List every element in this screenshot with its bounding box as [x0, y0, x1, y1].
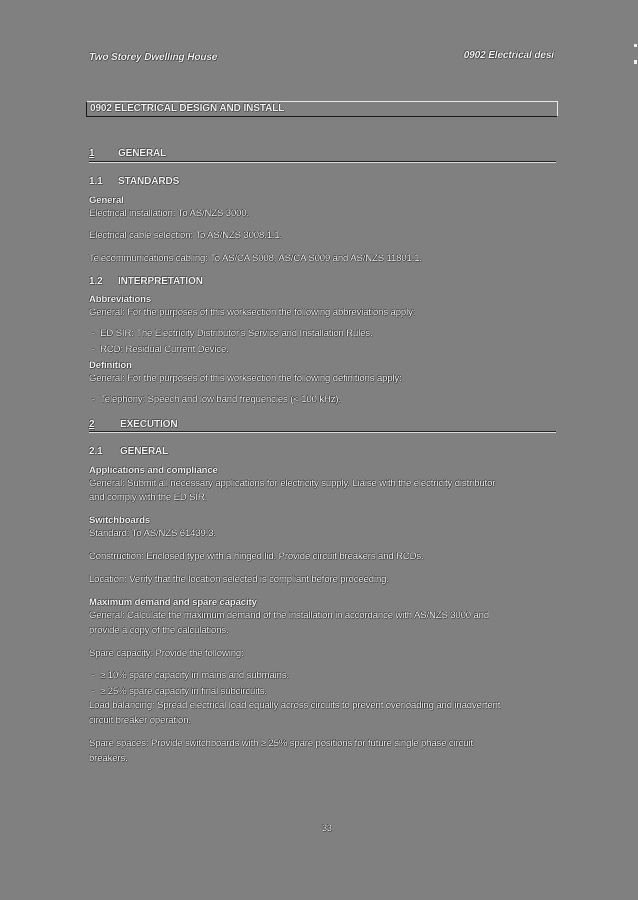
bullet-item: - ED SIR: The Electricity Distributor's Service and Installation Rules. [92, 328, 373, 339]
subsection-label: GENERAL [120, 446, 169, 457]
paragraph: circuit breaker operation. [89, 715, 191, 726]
paragraph: and comply with the ED SIR. [89, 492, 208, 503]
header-left: Two Storey Dwelling House [89, 52, 218, 63]
section-label: GENERAL [118, 148, 167, 159]
block-heading: Applications and compliance [89, 465, 218, 476]
section-rule [89, 431, 556, 433]
subsection-label: STANDARDS [118, 176, 180, 187]
page-number: 33 [322, 823, 332, 833]
subsection-label: INTERPRETATION [118, 276, 203, 287]
subsection-number: 2.1 [89, 446, 103, 457]
paragraph: Spare capacity: Provide the following: [89, 648, 244, 659]
edge-artifact [634, 44, 637, 47]
paragraph: Spare spaces: Provide switchboards with ≥ 25% spare positions for future single phase circuit [89, 738, 474, 749]
subsection-number: 1.2 [89, 276, 103, 287]
paragraph: General: Submit all necessary applications for electricity supply. Liaise with the electricity distributor [89, 478, 496, 489]
paragraph: breakers. [89, 753, 128, 764]
paragraph: Standard: To AS/NZS 61439.3. [89, 528, 216, 539]
header-right: 0902 Electrical desi [463, 50, 554, 61]
bullet-item: - ≥ 10% spare capacity in mains and submains. [92, 670, 290, 681]
paragraph: Load balancing: Spread electrical load equally across circuits to prevent overloading and inadvertent [89, 700, 501, 711]
bullet-item: - Telephony: Speech and low band frequencies (< 100 kHz). [92, 394, 342, 405]
bullet-item: - ≥ 25% spare capacity in final subcircuits. [92, 686, 267, 697]
bullet-item: - RCD: Residual Current Device. [92, 344, 229, 355]
section-number: 2 [89, 419, 95, 430]
paragraph: General: For the purposes of this worksection the following abbreviations apply: [89, 307, 416, 318]
document-title: 0902 ELECTRICAL DESIGN AND INSTALL [90, 103, 285, 114]
paragraph: Location: Verify that the location selected is compliant before proceeding. [89, 574, 389, 585]
section-label: EXECUTION [120, 419, 178, 430]
paragraph: provide a copy of the calculations. [89, 625, 229, 636]
paragraph: General: For the purposes of this worksection the following definitions apply: [89, 373, 402, 384]
edge-artifact [634, 60, 637, 64]
subsection-number: 1.1 [89, 176, 103, 187]
paragraph: General: Calculate the maximum demand of the installation in accordance with AS/NZS 3000 and [89, 610, 490, 621]
block-heading: Switchboards [89, 515, 151, 526]
paragraph: Electrical cable selection: To AS/NZS 3008.1.1. [89, 230, 283, 241]
paragraph: Telecommunications cabling: To AS/CA S008, AS/CA S009 and AS/NZS 11801.1. [89, 253, 422, 264]
block-heading: Definition [89, 360, 132, 371]
paragraph: Construction: Enclosed type with a hinged lid. Provide circuit breakers and RCDs. [89, 551, 424, 562]
section-number: 1 [89, 148, 95, 159]
section-rule [89, 161, 556, 163]
paragraph: Electrical installation: To AS/NZS 3000. [89, 208, 250, 219]
block-heading: Abbreviations [89, 294, 152, 305]
block-heading: General [89, 195, 124, 206]
block-heading: Maximum demand and spare capacity [89, 597, 257, 608]
